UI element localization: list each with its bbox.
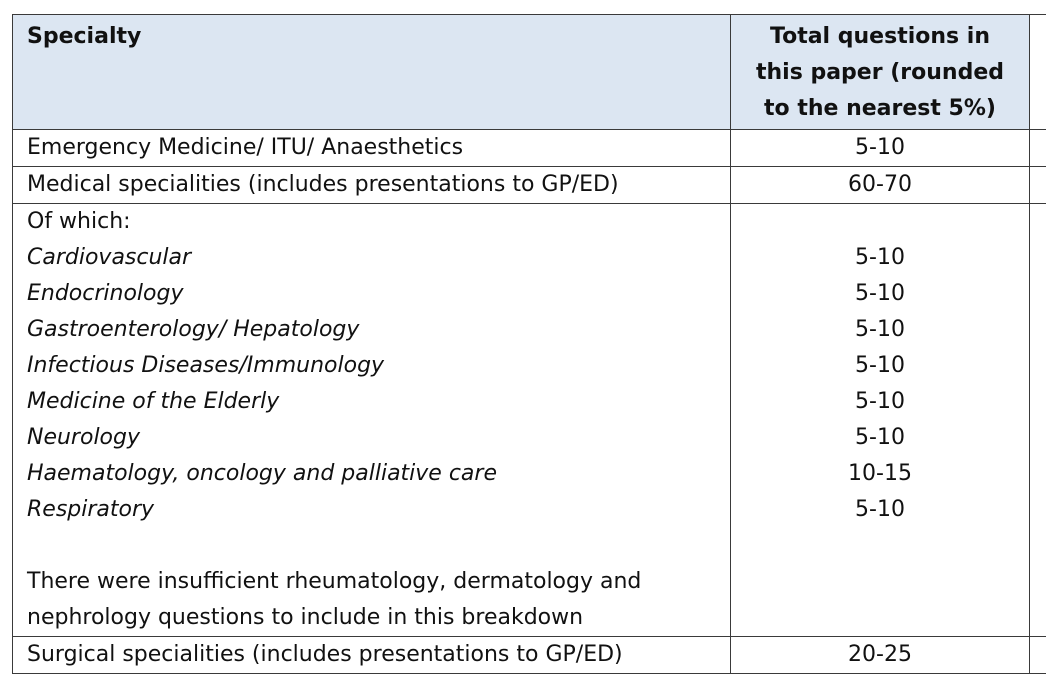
breakdown-note: There were insufficient rheumatology, dermatology and nephrology questions to include in this breakdown [27, 569, 642, 630]
row-value: 60-70 [731, 167, 1030, 204]
table-row [13, 637, 1046, 674]
row-specialty: Emergency Medicine/ ITU/ Anaesthetics [13, 130, 731, 167]
header-total-questions: Total questions in this paper (rounded to the nearest 5%) [731, 15, 1030, 130]
breakdown-item-value: 5-10 [855, 389, 905, 414]
row-edge-cell [1030, 637, 1046, 674]
row-edge-cell [1030, 204, 1046, 637]
breakdown-intro: Of which: [27, 209, 131, 234]
breakdown-item-label: Respiratory [27, 497, 155, 522]
breakdown-item-label: Gastroenterology/ Hepatology [27, 317, 360, 342]
breakdown-item-value: 5-10 [855, 425, 905, 450]
breakdown-item-value: 10-15 [848, 461, 912, 486]
breakdown-item-value: 5-10 [855, 245, 905, 270]
row-edge-cell [1030, 130, 1046, 167]
breakdown-item-value: 5-10 [855, 353, 905, 378]
row-edge-cell [1030, 167, 1046, 204]
breakdown-specialty-cell [13, 204, 731, 637]
breakdown-item-value: 5-10 [855, 317, 905, 342]
breakdown-item-label: Infectious Diseases/Immunology [27, 353, 385, 378]
table-row [13, 167, 1046, 204]
breakdown-item-label: Haematology, oncology and palliative care [27, 461, 497, 486]
breakdown-value-cell [731, 204, 1030, 637]
breakdown-spacer [27, 528, 716, 564]
breakdown-item-label: Endocrinology [27, 281, 184, 306]
breakdown-intro-value-empty [745, 204, 1015, 240]
breakdown-item-value: 5-10 [855, 497, 905, 522]
table-header-row [13, 15, 1046, 130]
table-row [13, 130, 1046, 167]
specialty-breakdown-table [12, 14, 1046, 674]
row-value: 20-25 [731, 637, 1030, 674]
breakdown-item-label: Medicine of the Elderly [27, 389, 280, 414]
breakdown-item-label: Neurology [27, 425, 140, 450]
header-edge-cell [1030, 15, 1046, 130]
breakdown-item-value: 5-10 [855, 281, 905, 306]
header-specialty: Specialty [13, 15, 731, 130]
breakdown-item-label: Cardiovascular [27, 245, 192, 270]
row-specialty: Medical specialities (includes presentations to GP/ED) [13, 167, 731, 204]
row-specialty: Surgical specialities (includes presentations to GP/ED) [13, 637, 731, 674]
row-value: 5-10 [731, 130, 1030, 167]
table-row-medical-breakdown [13, 204, 1046, 637]
